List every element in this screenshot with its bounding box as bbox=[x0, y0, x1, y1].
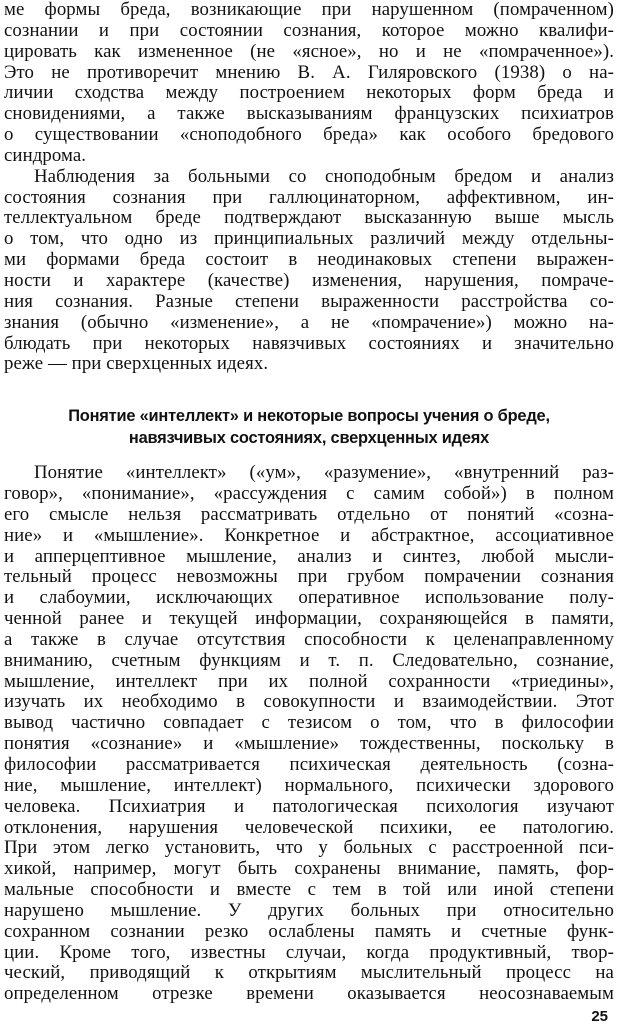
text-line: а также в случае отсутствия способности к целенаправленному bbox=[4, 628, 614, 650]
text-line: тельный процесс невозможны при грубом помрачении сознания bbox=[4, 566, 614, 588]
text-line: синдрома. bbox=[4, 144, 87, 166]
text-line: личии сходства между построением некоторых форм бреда и bbox=[4, 82, 614, 104]
text-line: ми формами бреда состоит в неодинаковых степени выражен- bbox=[4, 249, 614, 271]
text-line: теллектуальном бреде подтверждают высказанную выше мысль bbox=[4, 207, 614, 229]
text-line: ние, мышление, интеллект) нормального, психически здорового bbox=[4, 774, 614, 796]
text-line: вывод частично совпадает с тезисом о том, что в философии bbox=[4, 712, 614, 734]
text-line: определенном отрезке времени оказывается неосознаваемым bbox=[4, 983, 614, 1005]
text-line: ности и характере (качестве) изменения, нарушения, помраче- bbox=[4, 269, 614, 291]
text-line: ченной ранее и текущей информации, сохраняющейся в памяти, bbox=[4, 608, 614, 630]
text-line: ческий, приводящий к открытиям мыслительный процесс на bbox=[4, 962, 614, 984]
paragraph-3 bbox=[4, 463, 614, 1005]
text-line: о том, что одно из принципиальных различий между отдельны- bbox=[4, 228, 614, 250]
text-line: нарушено мышление. У других больных при относительно bbox=[4, 899, 614, 921]
text-line: состояния сознания при галлюцинаторном, аффективном, ин- bbox=[4, 186, 614, 208]
text-line: и слабоумии, исключающих оперативное использование полу- bbox=[4, 587, 614, 609]
document-page bbox=[4, 0, 614, 1036]
text-line: реже — при сверхценных идеях. bbox=[4, 353, 269, 375]
text-line: сохранном сознании резко ослаблены память и счетные функ- bbox=[4, 920, 614, 942]
text-line: мальные способности и вместе с тем в той или иной степени bbox=[4, 879, 614, 901]
text-line: понятия «сознание» и «мышление» тождественны, поскольку в bbox=[4, 733, 614, 755]
paragraph-2 bbox=[4, 167, 614, 375]
text-line: цировать как измененное (не «ясное», но и не «помраченное»). bbox=[4, 40, 614, 62]
text-line: ние» и «мышление». Конкретное и абстрактное, ассоциативное bbox=[4, 524, 614, 546]
text-line: сновидениями, а также высказываниям французских психиатров bbox=[4, 103, 614, 125]
text-line: отклонения, нарушения человеческой психики, ее патологию. bbox=[4, 816, 614, 838]
text-line: знания (обычно «изменение», а не «помрачение») можно на- bbox=[4, 311, 614, 333]
text-line: мышление, интеллект при их полной сохранности «триедины», bbox=[4, 670, 614, 692]
text-line: блюдать при некоторых навязчивых состояниях и значительно bbox=[4, 332, 614, 354]
text-line: ме формы бреда, возникающие при нарушенном (помраченном) bbox=[4, 0, 614, 20]
text-line: говор», «понимание», «рассуждения с самим собой») в полном bbox=[4, 483, 614, 505]
text-line: хикой, например, могут быть сохранены внимание, память, фор- bbox=[4, 858, 614, 880]
text-line: вниманию, счетным функциям и т. п. Следовательно, сознание, bbox=[4, 649, 614, 671]
text-line: ния сознания. Разные степени выраженности расстройства со- bbox=[4, 290, 614, 312]
text-line: сознании и при состоянии сознания, которое можно квалифи- bbox=[4, 19, 614, 41]
text-line: Наблюдения за больными со сноподобным бредом и анализ bbox=[34, 165, 614, 187]
paragraph-1 bbox=[4, 0, 614, 167]
text-line: о существовании «сноподобного бреда» как особого бредового bbox=[4, 124, 614, 146]
text-line: При этом легко установить, что у больных с расстроенной пси- bbox=[4, 837, 614, 859]
section-heading-line: Понятие «интеллект» и некоторые вопросы учения о бреде, bbox=[68, 407, 550, 426]
page-number: 25 bbox=[591, 1008, 608, 1025]
text-line: Это не противоречит мнению В. А. Гиляровского (1938) о на- bbox=[4, 61, 614, 83]
section-heading-line: навязчивых состояниях, сверхценных идеях bbox=[128, 429, 490, 448]
text-line: философии рассматривается психическая деятельность (созна- bbox=[4, 754, 614, 775]
text-line: изучать их необходимо в совокупности и взаимодействии. Этот bbox=[4, 691, 614, 713]
text-line: и апперцептивное мышление, анализ и синтез, любой мысли- bbox=[4, 545, 614, 567]
section-heading bbox=[4, 405, 614, 449]
text-line: человека. Психиатрия и патологическая психология изучают bbox=[4, 795, 614, 817]
text-line: ции. Кроме того, известны случаи, когда продуктивный, твор- bbox=[4, 941, 614, 963]
text-line: Понятие «интеллект» («ум», «разумение», «внутренний раз- bbox=[34, 462, 614, 484]
text-line: его смысле нельзя рассматривать отдельно от понятий «созна- bbox=[4, 503, 614, 525]
